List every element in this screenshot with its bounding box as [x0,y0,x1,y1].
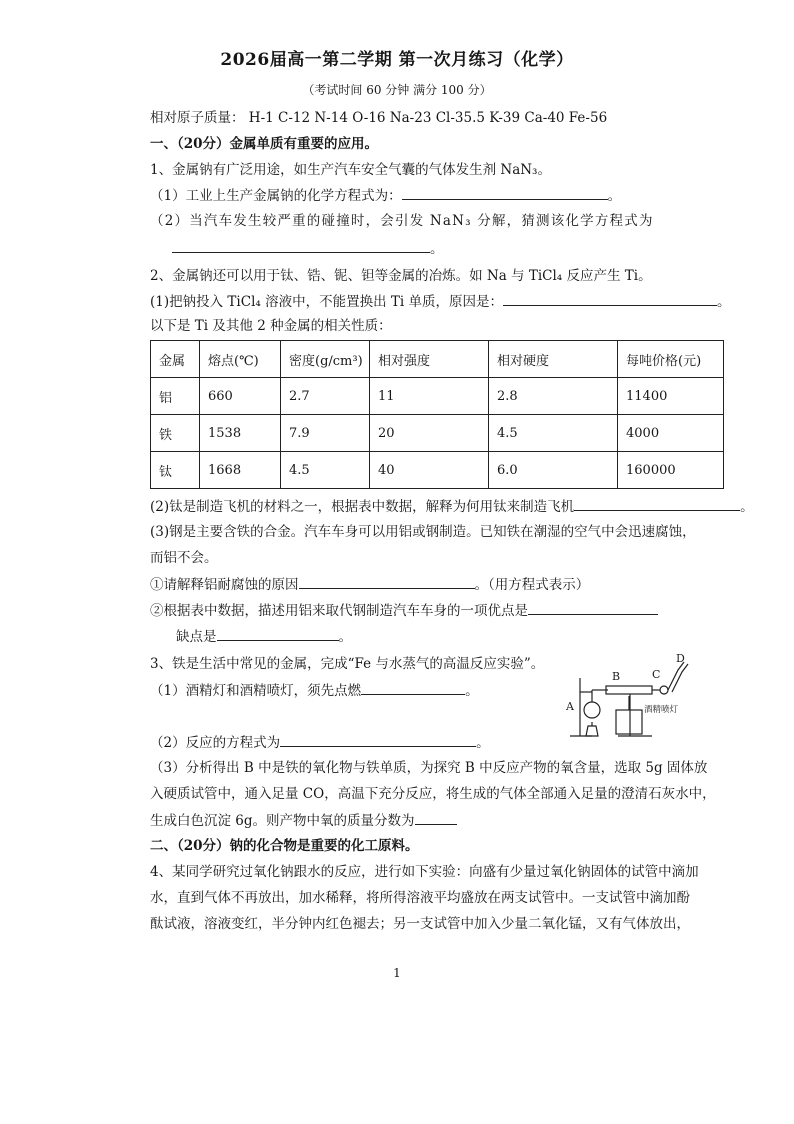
table-cell: 4000 [618,415,724,452]
table-header-cell: 金属 [151,341,200,378]
table-cell: 1668 [200,452,281,489]
q2-sub3-a [150,574,589,595]
table-header-cell: 密度(g/cm³) [281,341,370,378]
table-header-cell: 相对强度 [370,341,489,378]
table-row [151,415,724,452]
table-cell: 20 [370,415,489,452]
table-cell: 11400 [618,378,724,415]
table-cell: 4.5 [281,452,370,489]
table-cell: 铝 [151,378,200,415]
q2-sub3-b2-end: 。 [338,629,352,645]
q1-sub1-end: 。 [607,188,622,204]
apparatus-figure [548,652,694,742]
table-intro: 以下是 Ti 及其他 2 种金属的相关性质： [150,318,392,334]
label-d: D [676,652,685,665]
exam-title: 2026届高一第二学期 第一次月练习（化学） [220,50,574,70]
label-a: A [566,700,574,713]
q3-sub3-blank[interactable] [415,810,457,825]
table-cell: 160000 [618,452,724,489]
table-cell: 40 [370,452,489,489]
table-cell: 660 [200,378,281,415]
part2-heading: 二、（20分）钠的化合物是重要的化工原料。 [150,838,419,854]
table-cell: 2.7 [281,378,370,415]
q3-sub3-line3 [150,810,457,831]
table-header-cell: 每吨价格(元) [618,341,724,378]
q3-sub1-text: （1）酒精灯和酒精喷灯，须先点燃 [150,683,362,699]
q1-sub1-text: （1）工业上生产金属钠的化学方程式为： [150,188,402,204]
q2-sub3-a-blank[interactable] [299,574,475,589]
q3-sub2-text: （2）反应的方程式为 [150,735,281,751]
q2-sub3-b [150,600,658,621]
q2-sub3-b-text: ②根据表中数据，描述用铝来取代钢制造汽车车身的一项优点是 [150,603,528,619]
table-header-row [151,341,724,378]
q2-sub3-a-text: ①请解释铝耐腐蚀的原因 [150,577,299,593]
q3-sub2-end: 。 [476,735,490,751]
table-cell: 2.8 [489,378,618,415]
metal-properties-table [150,340,724,489]
q2-sub2 [150,496,754,517]
q4-line3: 酞试液，溶液变红，半分钟内红色褪去；另一支试管中加入少量二氧化锰，又有气体放出， [150,916,690,932]
table-row [151,378,724,415]
table-row [151,452,724,489]
q1-sub1-blank[interactable] [402,185,608,200]
q2-sub3-b2 [176,626,352,647]
label-b: B [612,670,621,683]
q1-sub2: （2）当汽车发生较严重的碰撞时，会引发 NaN₃ 分解，猜测该化学方程式为 [150,213,654,229]
q3-sub2 [150,732,490,753]
q3-sub3-line3-text: 生成白色沉淀 6g。则产物中氧的质量分数为 [150,813,415,829]
q1-stem: 1、金属钠有广泛用途，如生产汽车安全气囊的气体发生剂 NaN₃。 [150,162,551,178]
q3-sub2-blank[interactable] [280,732,476,747]
q1-sub2-end: 。 [430,241,444,257]
atomic-masses: 相对原子质量： H-1 C-12 N-14 O-16 Na-23 Cl-35.5 K-39 Ca-40 Fe-56 [150,110,608,126]
lamp-label: 酒精喷灯 [644,705,679,715]
q2-sub3-b2-blank[interactable] [217,626,339,641]
page-number: 1 [393,966,401,980]
q2-sub2-end: 。 [740,499,754,515]
q2-sub3-line2: 而铝不会。 [150,550,218,566]
table-cell: 6.0 [489,452,618,489]
q2-sub3-b-blank[interactable] [528,600,658,615]
q3-sub1-blank[interactable] [361,680,465,695]
q2-sub1-end: 。 [717,294,731,310]
label-c: C [652,668,661,681]
q2-sub3-b2-text: 缺点是 [176,629,217,645]
q2-sub3-line1: (3)钢是主要含铁的合金。汽车车身可以用铝或钢制造。已知铁在潮湿的空气中会迅速腐蚀， [150,524,696,540]
q3-stem: 3、铁是生活中常见的金属，完成“Fe 与水蒸气的高温反应实验”。 [150,656,545,672]
q2-sub3-a-hint: 。（用方程式表示） [474,577,590,593]
table-header-cell: 相对硬度 [489,341,618,378]
q4-line2: 水，直到气体不再放出，加水稀释，将所得溶液平均盛放在两支试管中。一支试管中滴加酚 [150,890,690,906]
q3-sub3-line1: （3）分析得出 B 中是铁的氧化物与铁单质，为探究 B 中反应产物的氧含量，选取 5g 固体放 [150,760,708,776]
q4-line1: 4、某同学研究过氧化钠跟水的反应，进行如下实验：向盛有少量过氧化钠固体的试管中滴加 [150,864,699,880]
q2-sub1-blank[interactable] [503,291,717,306]
q3-sub1 [150,680,479,701]
table-header-cell: 熔点(℃) [200,341,281,378]
q2-sub1-text: (1)把钠投入 TiCl₄ 溶液中，不能置换出 Ti 单质，原因是： [150,294,503,310]
q3-sub1-end: 。 [465,683,479,699]
table-cell: 钛 [151,452,200,489]
q1-sub2-blank[interactable] [172,238,430,253]
part1-heading: 一、（20分）金属单质有重要的应用。 [150,136,379,152]
q2-sub2-blank[interactable] [574,496,740,511]
q2-sub2-text: (2)钛是制造飞机的材料之一，根据表中数据，解释为何用钛来制造飞机 [150,499,575,515]
table-cell: 铁 [151,415,200,452]
exam-subtitle: （考试时间 60 分钟 满分 100 分） [302,83,492,97]
table-cell: 1538 [200,415,281,452]
table-cell: 4.5 [489,415,618,452]
q1-sub1 [150,185,621,206]
table-cell: 7.9 [281,415,370,452]
q2-stem: 2、金属钠还可以用于钛、锆、铌、钽等金属的冶炼。如 Na 与 TiCl₄ 反应产生 Ti。 [150,268,652,284]
q1-sub2-answer [172,238,444,259]
table-cell: 11 [370,378,489,415]
q2-sub1 [150,291,731,312]
q3-sub3-line2: 入硬质试管中，通入足量 CO，高温下充分反应，将生成的气体全部通入足量的澄清石灰水中， [150,786,716,802]
